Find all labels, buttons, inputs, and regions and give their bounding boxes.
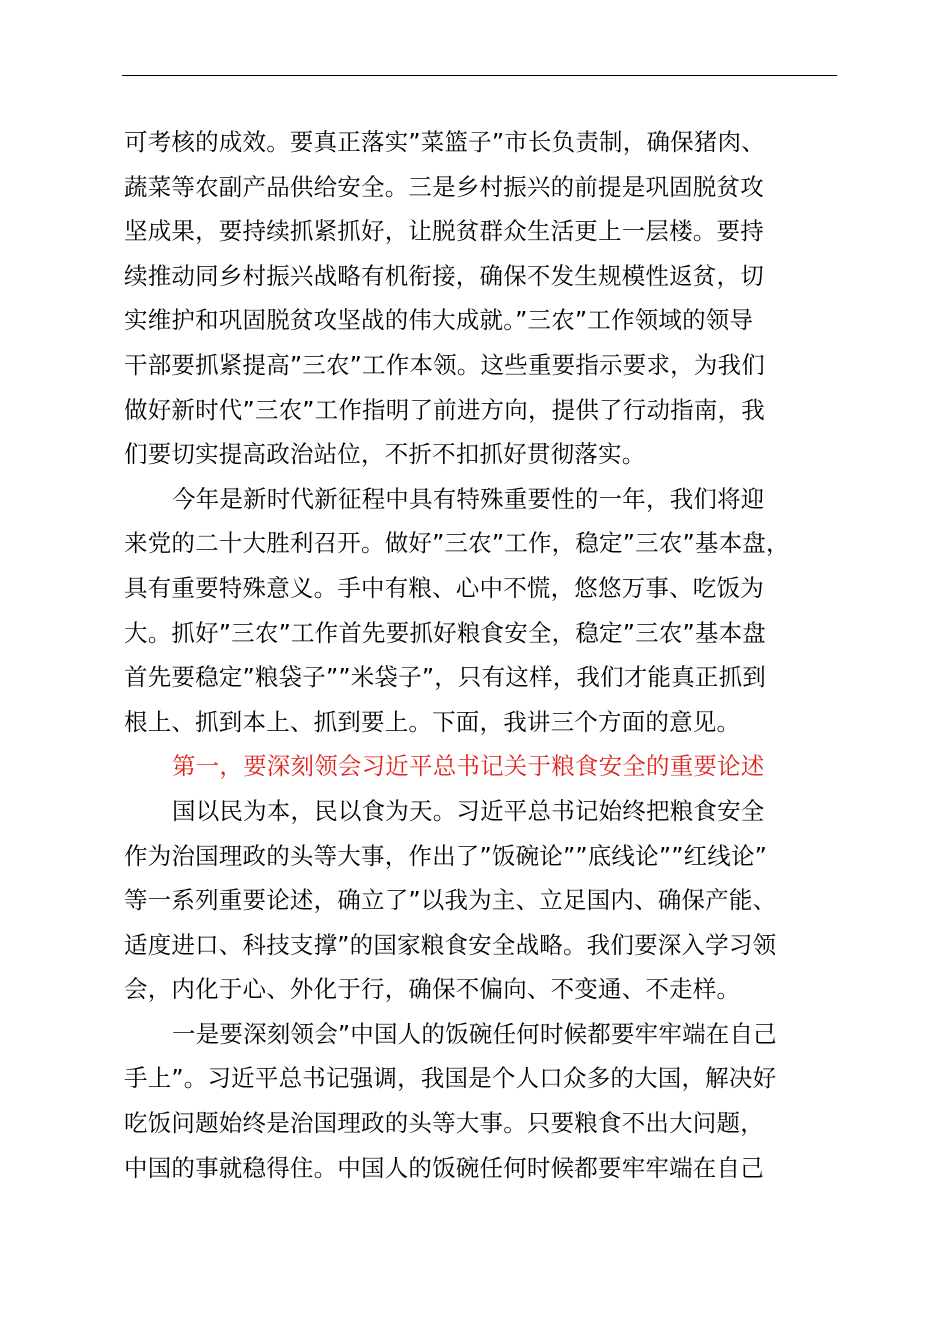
text-line: 作为治国理政的头等大事，作出了”饭碗论””底线论””红线论” (124, 841, 768, 870)
paragraph-first-line: 国以民为本，民以食为天。习近平总书记始终把粮食安全 (172, 796, 765, 825)
text-line: 中国的事就稳得住。中国人的饭碗任何时候都要牢牢端在自己 (124, 1153, 764, 1182)
text-line: 大。抓好”三农”工作首先要抓好粮食安全，稳定”三农”基本盘 (124, 618, 766, 647)
body-text (124, 120, 839, 1190)
text-line: 蔬菜等农副产品供给安全。三是乡村振兴的前提是巩固脱贫攻 (124, 172, 764, 201)
text-line: 续推动同乡村振兴战略有机衔接，确保不发生规模性返贫，切 (124, 261, 764, 290)
text-line: 干部要抓紧提高”三农”工作本领。这些重要指示要求，为我们 (124, 350, 765, 379)
paragraph-first-line: 今年是新时代新征程中具有特殊重要性的一年，我们将迎 (172, 484, 765, 513)
text-line: 实维护和巩固脱贫攻坚战的伟大成就。”三农”工作领域的领导 (124, 306, 754, 335)
text-line: 来党的二十大胜利召开。做好”三农”工作，稳定”三农”基本盘， (124, 529, 790, 558)
header-rule (122, 75, 837, 76)
paragraph-first-line: 一是要深刻领会”中国人的饭碗任何时候都要牢牢端在自己 (172, 1019, 777, 1048)
text-line: 等一系列重要论述，确立了”以我为主、立足国内、确保产能、 (124, 886, 777, 915)
text-line: 们要切实提高政治站位，不折不扣抓好贯彻落实。 (124, 440, 646, 469)
text-line: 适度进口、科技支撑”的国家粮食安全战略。我们要深入学习领 (124, 930, 777, 959)
text-line: 根上、抓到本上、抓到要上。下面，我讲三个方面的意见。 (124, 707, 741, 736)
text-line: 吃饭问题始终是治国理政的头等大事。只要粮食不出大问题， (124, 1109, 764, 1138)
text-line: 可考核的成效。要真正落实”菜篮子”市长负责制，确保猪肉、 (124, 128, 765, 156)
text-line: 会，内化于心、外化于行，确保不偏向、不变通、不走样。 (124, 975, 741, 1004)
text-line: 坚成果，要持续抓紧抓好，让脱贫群众生活更上一层楼。要持 (124, 217, 764, 246)
text-line: 手上”。习近平总书记强调，我国是个人口众多的大国，解决好 (124, 1064, 777, 1093)
text-line: 做好新时代”三农”工作指明了前进方向，提供了行动指南，我 (124, 395, 765, 424)
section-heading: 第一，要深刻领会习近平总书记关于粮食安全的重要论述 (172, 752, 765, 781)
text-line: 具有重要特殊意义。手中有粮、心中不慌，悠悠万事、吃饭为 (124, 573, 764, 602)
text-line: 首先要稳定”粮袋子””米袋子”，只有这样，我们才能真正抓到 (124, 663, 766, 692)
